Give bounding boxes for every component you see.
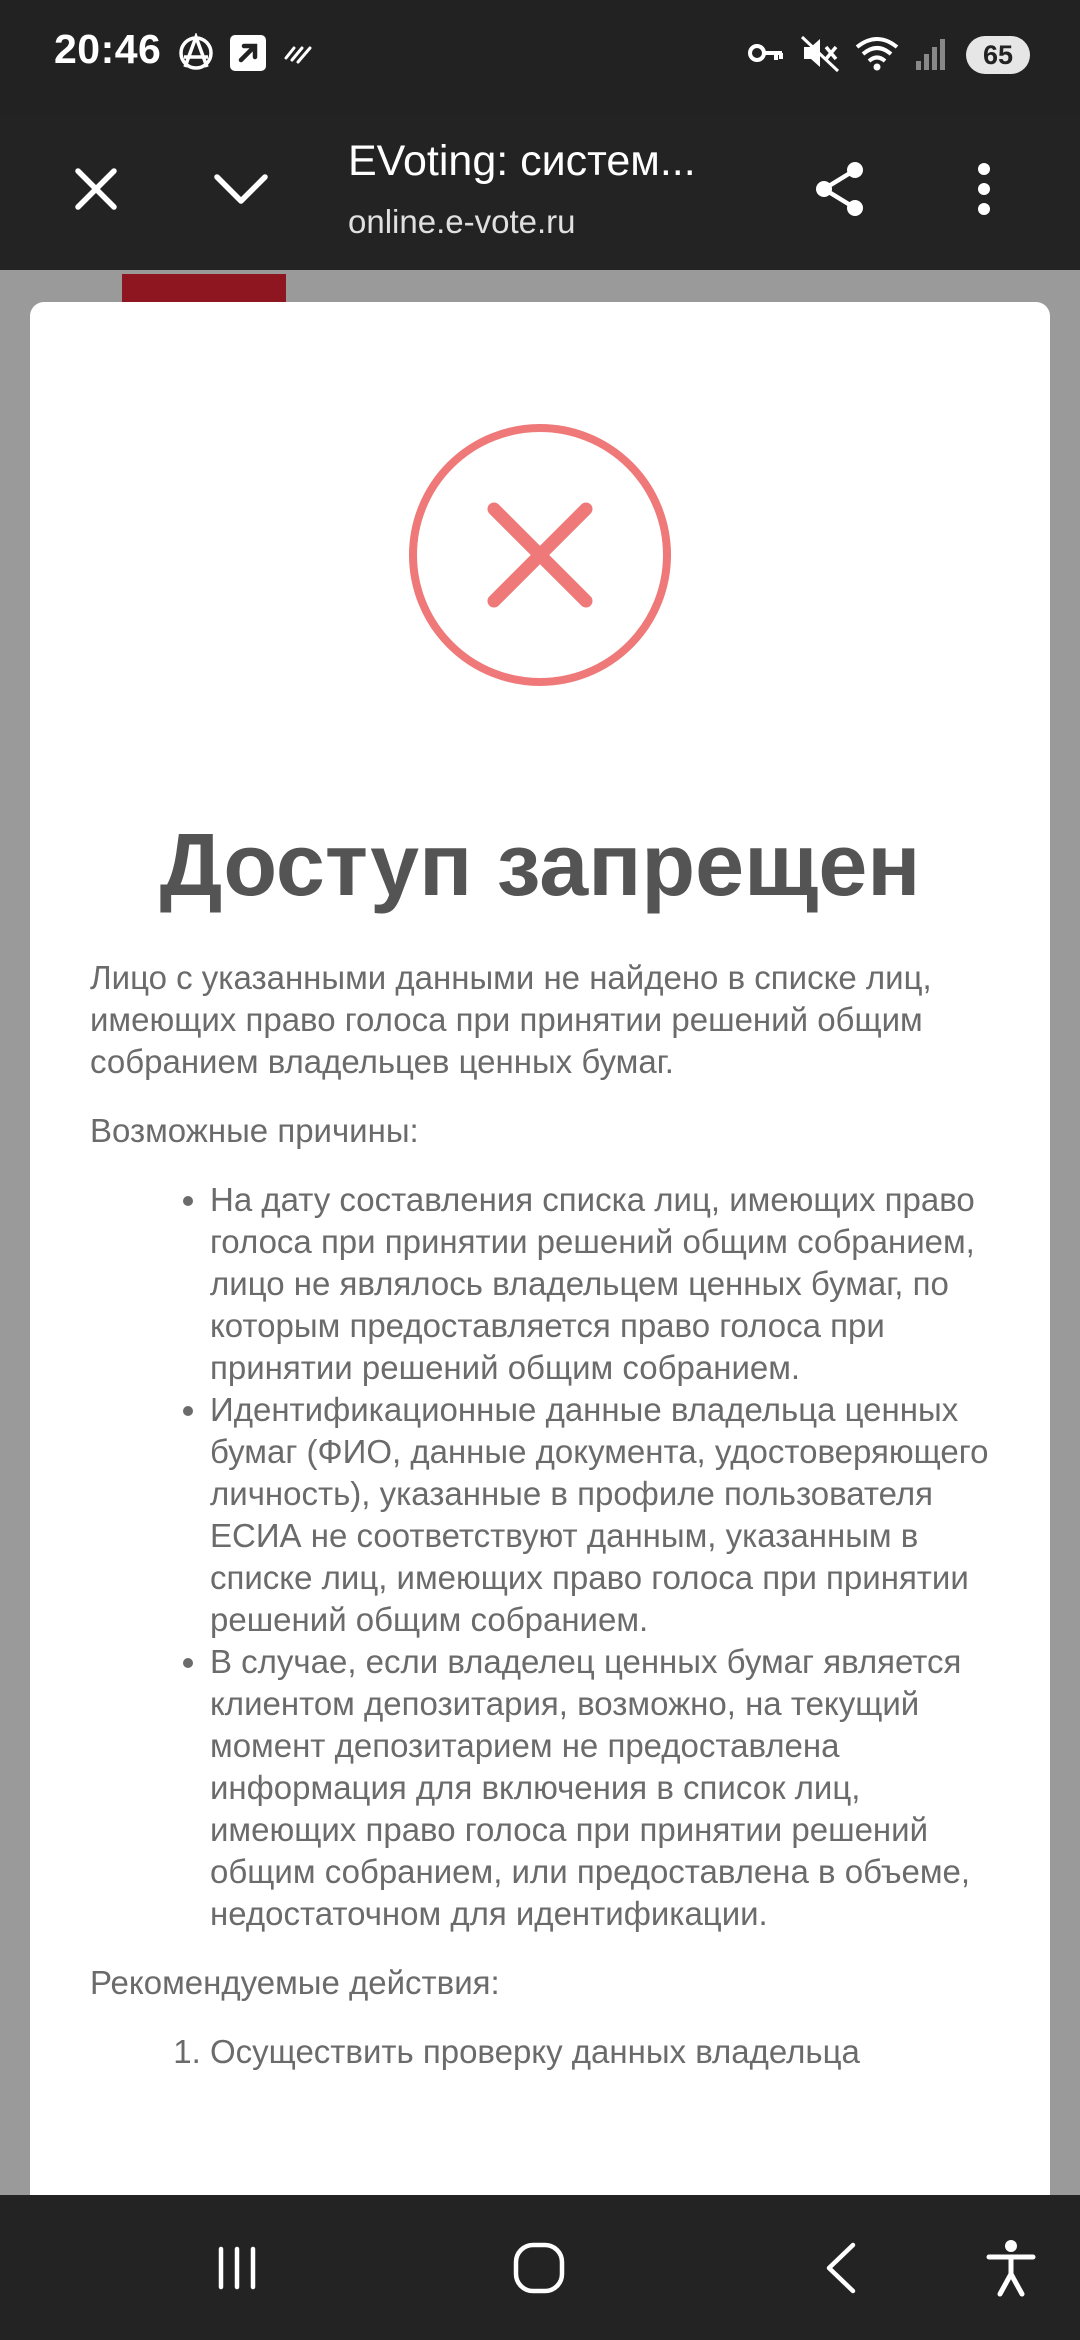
more-options-button[interactable] bbox=[936, 143, 1032, 239]
key-icon bbox=[746, 33, 786, 77]
close-icon bbox=[72, 165, 120, 217]
more-vert-icon bbox=[974, 161, 994, 221]
actions-list bbox=[90, 2031, 996, 2073]
intro-text: Лицо с указанными данными не найдено в списке лиц, имеющих право голоса при принятии решений общим собранием владельцев ценных бумаг. bbox=[90, 959, 932, 1080]
reasons-list bbox=[90, 1179, 996, 1935]
arrow-up-right-icon bbox=[228, 33, 268, 77]
signal-stripes-icon bbox=[280, 36, 314, 74]
minimize-button[interactable] bbox=[193, 143, 289, 239]
status-right-icons bbox=[746, 33, 1030, 77]
status-bar bbox=[0, 0, 1080, 115]
custom-tab-toolbar bbox=[0, 115, 1080, 270]
battery-indicator: 65 bbox=[966, 36, 1030, 74]
recent-apps-button[interactable] bbox=[192, 2225, 282, 2315]
actions-title: Рекомендуемые действия: bbox=[90, 1964, 500, 2001]
web-content bbox=[0, 270, 1080, 2195]
status-left-icons bbox=[176, 33, 314, 77]
dialog-heading: Доступ запрещен bbox=[159, 815, 921, 914]
page-title: EVoting: систем... bbox=[348, 137, 696, 185]
action-item: 1. Осуществить проверку данных владельца bbox=[210, 2031, 996, 2073]
accessibility-button[interactable] bbox=[966, 2225, 1056, 2315]
home-button[interactable] bbox=[494, 2225, 584, 2315]
mute-icon bbox=[800, 33, 840, 77]
reason-item: • На дату составления списка лиц, имеющих право голоса при принятии решений общим собранием, лицо не являлось владельцем ценных бумаг, по которым предоставляется право голоса при принятии решений общим собранием. bbox=[210, 1179, 996, 1389]
page-url[interactable]: online.e-vote.ru bbox=[348, 203, 576, 240]
error-circle-x-icon bbox=[405, 420, 675, 694]
anarchy-icon bbox=[176, 33, 216, 77]
wifi-icon bbox=[854, 33, 900, 77]
dialog-body bbox=[90, 957, 996, 2073]
back-icon bbox=[821, 2240, 861, 2300]
status-time: 20:46 bbox=[54, 26, 162, 72]
recent-apps-icon bbox=[212, 2243, 262, 2297]
share-icon bbox=[810, 159, 870, 223]
close-button[interactable] bbox=[48, 143, 144, 239]
cellular-icon bbox=[914, 33, 952, 77]
share-button[interactable] bbox=[792, 143, 888, 239]
reasons-title: Возможные причины: bbox=[90, 1112, 419, 1149]
access-denied-dialog bbox=[30, 302, 1050, 2195]
back-button[interactable] bbox=[796, 2225, 886, 2315]
reason-item: • В случае, если владелец ценных бумаг является клиентом депозитария, возможно, на текущий момент депозитарием не предоставлена информация для включения в список лиц, имеющих право голоса при принятии решений общим собранием, или предоставлена в объеме, недостаточном для идентификации. bbox=[210, 1641, 996, 1935]
chevron-down-icon bbox=[211, 169, 271, 213]
system-nav-bar bbox=[0, 2195, 1080, 2340]
reason-item: • Идентификационные данные владельца ценных бумаг (ФИО, данные документа, удостоверяющего личность), указанные в профиле пользователя ЕСИА не соответствуют данным, указанным в списке лиц, имеющих право голоса при принятии решений общим собранием. bbox=[210, 1389, 996, 1641]
accessibility-icon bbox=[985, 2238, 1037, 2302]
home-icon bbox=[511, 2240, 567, 2300]
